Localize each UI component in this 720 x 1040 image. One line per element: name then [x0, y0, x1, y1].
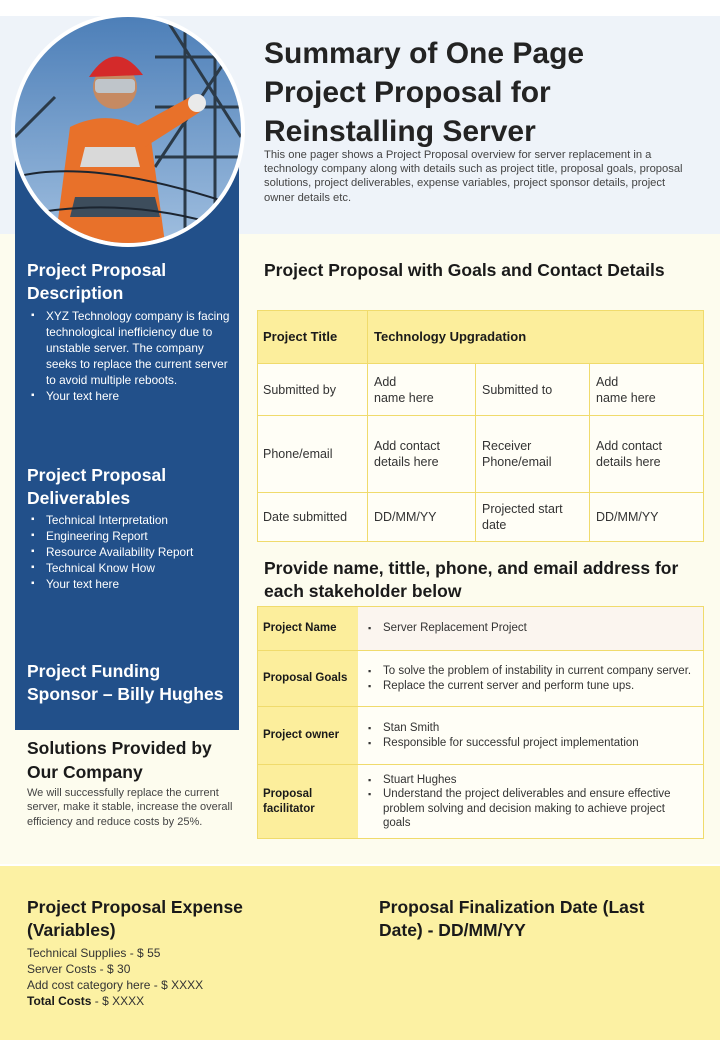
solutions-heading: Solutions Provided by Our Company — [27, 738, 212, 782]
table-row — [257, 606, 704, 651]
table-cell: Add contact details here — [368, 416, 476, 493]
expense-line: Server Costs - $ 30 — [27, 962, 131, 976]
table-cell: Add name here — [368, 364, 476, 416]
sponsor-heading: Project Funding Sponsor – Billy Hughes — [27, 661, 224, 704]
table-cell: Add name here — [590, 364, 704, 416]
list-item: ▪ Engineering Report — [31, 528, 236, 544]
stakeholders-heading: Provide name, tittle, phone, and email address for each stakeholder below — [264, 558, 679, 601]
table-header-cell: Technology Upgradation — [368, 310, 704, 364]
table-cell: DD/MM/YY — [368, 493, 476, 542]
goals-table — [257, 310, 704, 542]
row-value — [358, 707, 703, 764]
row-label: Project owner — [258, 707, 358, 764]
page-intro: This one pager shows a Project Proposal overview for server replacement in a technology company along with details such as project title, proposal goals, proposal solutions, project deliverables, expense variables, project sponsor details, project owner details etc. — [264, 149, 683, 204]
list-item: ▪ Your text here — [31, 388, 236, 404]
list-item: ▪ Responsible for successful project implementation — [368, 736, 639, 750]
page-title: Summary of One Page Project Proposal for Reinstalling Server — [264, 37, 585, 148]
solutions-text: We will successfully replace the current server, make it stable, increase the overall efficiency and reduce costs by 25%. — [27, 787, 233, 828]
expense-total — [27, 993, 203, 1009]
row-value — [358, 765, 703, 838]
expense-list — [27, 945, 203, 1009]
row-value — [358, 651, 703, 706]
description-list — [31, 308, 236, 404]
list-item: ▪ Technical Know How — [31, 560, 236, 576]
table-cell: Add contact details here — [590, 416, 704, 493]
deliverables-list — [31, 512, 236, 592]
description-heading: Project Proposal Description — [27, 260, 167, 303]
expense-line: Technical Supplies - $ 55 — [27, 946, 161, 960]
table-cell: Submitted by — [257, 364, 368, 416]
goals-heading: Project Proposal with Goals and Contact Details — [264, 260, 665, 280]
expense-heading: Project Proposal Expense (Variables) — [27, 897, 243, 940]
table-cell: Submitted to — [476, 364, 590, 416]
table-row — [257, 650, 704, 707]
list-item: ▪ Resource Availability Report — [31, 544, 236, 560]
table-cell: Projected start date — [476, 493, 590, 542]
table-row — [257, 706, 704, 765]
table-header-cell: Project Title — [257, 310, 368, 364]
list-item: ▪ Stan Smith — [368, 721, 639, 735]
row-label: Proposal Goals — [258, 651, 358, 706]
row-label: Proposal facilitator — [258, 765, 358, 838]
list-item: ▪ XYZ Technology company is facing technological inefficiency due to unstable server. The company seeks to replace the current server to avoid multiple reboots. — [31, 308, 236, 388]
list-item: ▪ Understand the project deliverables and ensure effective problem solving and decision making to achieve project goals — [368, 787, 695, 830]
total-label: Total Costs — [27, 994, 92, 1008]
expense-line: Add cost category here - $ XXXX — [27, 978, 204, 992]
table-row — [257, 764, 704, 839]
total-value: - $ XXXX — [91, 994, 145, 1008]
deliverables-heading: Project Proposal Deliverables — [27, 465, 167, 508]
table-cell: Date submitted — [257, 493, 368, 542]
list-item: ▪ Technical Interpretation — [31, 512, 236, 528]
finalization-heading: Proposal Finalization Date (Last Date) - DD/MM/YY — [379, 897, 645, 940]
table-cell: Receiver Phone/email — [476, 416, 590, 493]
list-item: ▪ Stuart Hughes — [368, 773, 695, 787]
row-label: Project Name — [258, 607, 358, 650]
list-item: ▪ Replace the current server and perform tune ups. — [368, 679, 691, 693]
list-item: ▪ Your text here — [31, 576, 236, 592]
table-cell: Phone/email — [257, 416, 368, 493]
list-item: ▪ To solve the problem of instability in current company server. — [368, 664, 691, 678]
row-value — [358, 607, 703, 650]
table-cell: DD/MM/YY — [590, 493, 704, 542]
worker-photo — [15, 17, 241, 243]
list-item: ▪ Server Replacement Project — [368, 621, 527, 635]
